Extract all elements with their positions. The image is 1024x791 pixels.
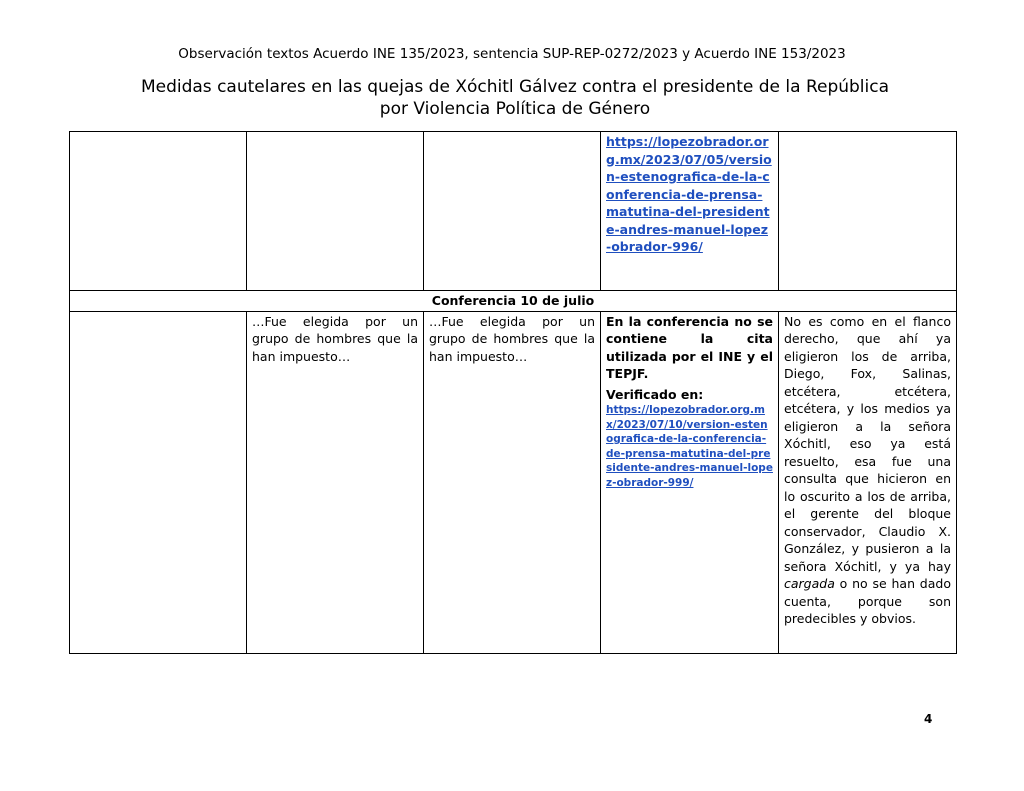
page-number: 4 <box>924 712 933 726</box>
document-subtitle: Observación textos Acuerdo INE 135/2023, sentencia SUP-REP-0272/2023 y Acuerdo INE 153/2023 <box>178 46 846 62</box>
verification-statement: En la conferencia no se contiene la cita utilizada por el INE y el TEPJF. <box>606 313 773 381</box>
verification-cell <box>601 311 779 653</box>
verified-label: Verificado en: <box>606 386 704 402</box>
transcript-text-b: o no se han dado cuenta, porque son predecibles y obvios. <box>784 576 951 626</box>
section-header: Conferencia 10 de julio <box>70 291 957 312</box>
title-line-2: por Violencia Política de Género <box>379 99 651 119</box>
transcript-text-a: No es como en el flanco derecho, que ahí ya eligieron los de arriba, Diego, Fox, Salinas, etcétera, etcétera, etcétera, y los medios ya eligieron a la señora Xóchitl, eso ya está resuelto, esa fue una consulta que hicieron en lo oscurito a los de arriba, el gerente del bloque conservador, Claudio X. González, y pusieron a la señora Xóchitl, y ya hay <box>784 313 951 574</box>
title-line-1: Medidas cautelares en las quejas de Xóchitl Gálvez contra el presidente de la República <box>140 77 890 97</box>
source-link-0710[interactable]: https://lopezobrador.org.mx/2023/07/10/version-estenografica-de-la-conferencia-de-prensa-matutina-del-presidente-andres-manuel-lopez-obrador-999/ <box>606 404 773 489</box>
quote-cell-ine: …Fue elegida por un grupo de hombres que la han impuesto… <box>247 311 424 653</box>
table-row <box>70 311 957 653</box>
table-cell <box>70 132 247 291</box>
table-cell <box>424 132 601 291</box>
table-cell <box>601 132 779 291</box>
transcript-text-italic: cargada <box>784 576 835 591</box>
section-header-row <box>70 291 957 312</box>
table-cell <box>70 311 247 653</box>
table-cell <box>779 132 957 291</box>
quote-cell-tepjf: …Fue elegida por un grupo de hombres que la han impuesto… <box>424 311 601 653</box>
comparison-table <box>69 131 957 654</box>
table-row <box>70 132 957 291</box>
source-link-0705[interactable]: https://lopezobrador.org.mx/2023/07/05/version-estenografica-de-la-conferencia-de-prensa-matutina-del-presidente-andres-manuel-lopez-obrador-996/ <box>606 134 772 254</box>
table-cell <box>247 132 424 291</box>
document-title <box>90 76 940 120</box>
transcript-cell <box>779 311 957 653</box>
